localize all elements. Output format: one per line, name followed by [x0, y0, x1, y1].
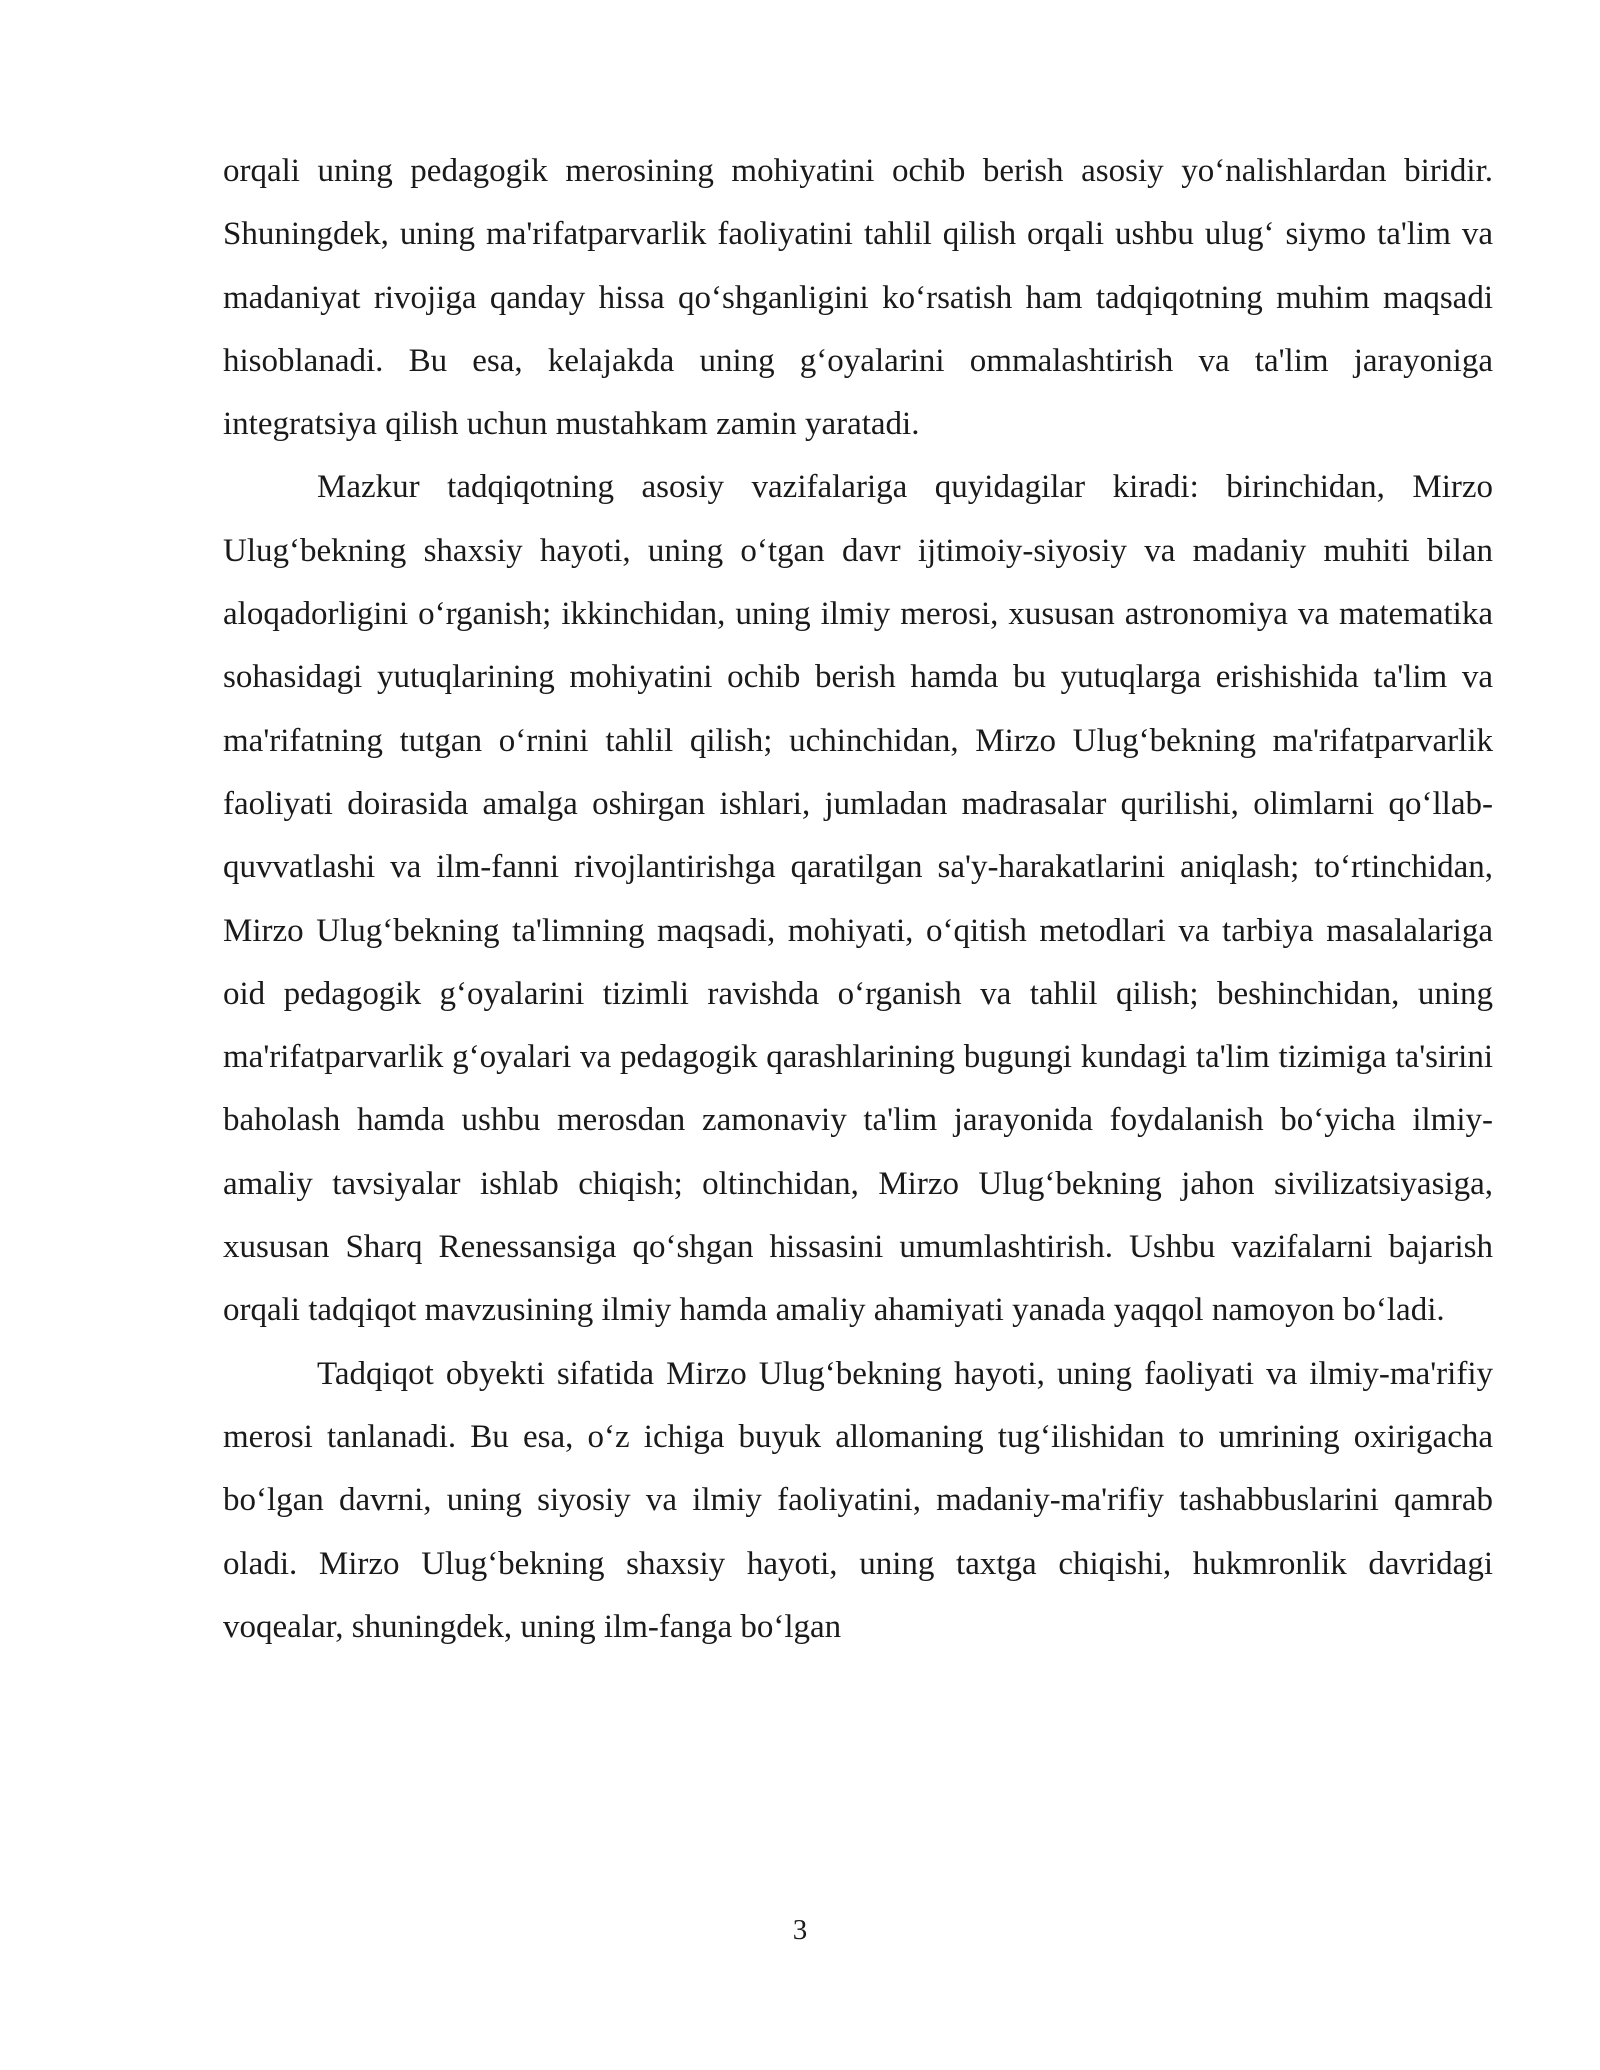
paragraph-research-tasks: Mazkur tadqiqotning asosiy vazifalariga quyidagilar kiradi: birinchidan, Mirzo Ulug‘bekning shaxsiy hayoti, uning o‘tgan davr ijtimoiy-siyosiy va madaniy muhiti bilan aloqadorligini o‘rganish; ikkinchidan, uning ilmiy merosi, xususan astronomiya va matematika sohasidagi yutuqlarining mohiyatini ochib berish hamda bu yutuqlarga erishishida ta'lim va ma'rifatning tutgan o‘rnini tahlil qilish; uchinchidan, Mirzo Ulug‘bekning ma'rifatparvarlik faoliyati doirasida amalga oshirgan ishlari, jumladan madrasalar qurilishi, olimlarni qo‘llab-quvvatlashi va ilm-fanni rivojlantirishga qaratilgan sa'y-harakatlarini aniqlash; to‘rtinchidan, Mirzo Ulug‘bekning ta'limning maqsadi, mohiyati, o‘qitish metodlari va tarbiya masalalariga oid pedagogik g‘oyalarini tizimli ravishda o‘rganish va tahlil qilish; beshinchidan, uning ma'rifatparvarlik g‘oyalari va pedagogik qarashlarining bugungi kundagi ta'lim tizimiga ta'sirini baholash hamda ushbu merosdan zamonaviy ta'lim jarayonida foydalanish bo‘yicha ilmiy-amaliy tavsiyalar ishlab chiqish; oltinchidan, Mirzo Ulug‘bekning jahon sivilizatsiyasiga, xususan Sharq Renessansiga qo‘shgan hissasini umumlashtirish. Ushbu vazifalarni bajarish orqali tadqiqot mavzusining ilmiy hamda amaliy ahamiyati yanada yaqqol namoyon bo‘ladi. [223, 469, 1493, 1329]
body-text [223, 140, 1493, 1659]
page-number: 3 [792, 1914, 808, 1946]
paragraph-research-object: Tadqiqot obyekti sifatida Mirzo Ulug‘bekning hayoti, uning faoliyati va ilmiy-ma'rifiy merosi tanlanadi. Bu esa, o‘z ichiga buyuk allomaning tug‘ilishidan to umrining oxirigacha bo‘lgan davrni, uning siyosiy va ilmiy faoliyatini, madaniy-ma'rifiy tashabbuslarini qamrab oladi. Mirzo Ulug‘bekning shaxsiy hayoti, uning taxtga chiqishi, hukmronlik davridagi voqealar, shuningdek, uning ilm-fanga bo‘lgan [223, 1355, 1493, 1645]
paragraph-continuation: orqali uning pedagogik merosining mohiyatini ochib berish asosiy yo‘nalishlardan biridir. Shuningdek, uning ma'rifatparvarlik faoliyatini tahlil qilish orqali ushbu ulug‘ siymo ta'lim va madaniyat rivojiga qanday hissa qo‘shganligini ko‘rsatish ham tadqiqotning muhim maqsadi hisoblanadi. Bu esa, kelajakda uning g‘oyalarini ommalashtirish va ta'lim jarayoniga integratsiya qilish uchun mustahkam zamin yaratadi. [223, 153, 1493, 443]
